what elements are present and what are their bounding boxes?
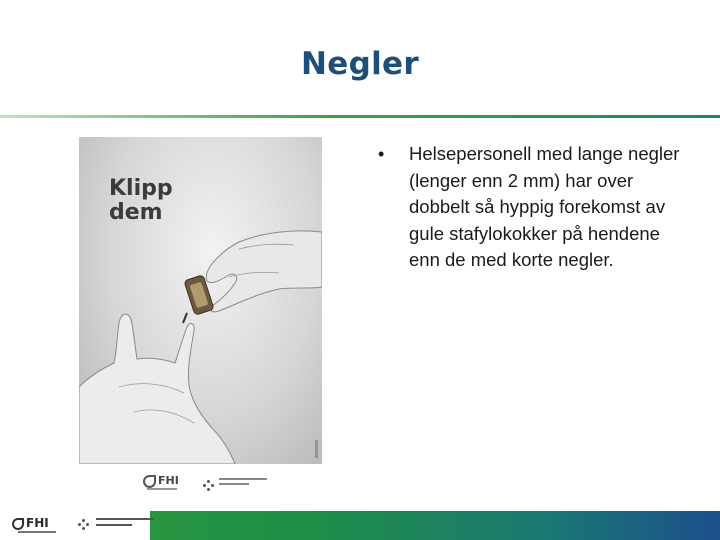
- poster-headline-line1: Klipp: [109, 176, 173, 201]
- title-divider: [0, 115, 720, 118]
- bullet-marker: •: [378, 144, 385, 164]
- poster-photo: [79, 137, 322, 464]
- bullet-item: Helsepersonell med lange negler (lenger enn 2 mm) har over dobbelt så hyppig forekomst av gule stafylokokker på hendene enn de med korte negler.: [409, 143, 680, 270]
- footer-nasjonal-text-lines: [96, 518, 154, 530]
- footer-fhi-logo: FHI: [12, 516, 49, 530]
- poster-fhi-subline: [147, 488, 177, 490]
- dots-icon: [203, 480, 215, 492]
- poster-nasjonal-text-lines: [219, 478, 267, 488]
- dots-icon: [78, 519, 90, 531]
- poster-footer: [79, 464, 322, 499]
- fhi-swirl-icon: [143, 475, 156, 488]
- slide-title: Negler: [301, 46, 419, 82]
- fhi-swirl-icon: [12, 518, 24, 530]
- poster-credit-line: [315, 440, 318, 458]
- poster-fhi-logo: FHI: [143, 474, 179, 488]
- poster-nasjonal-logo: [203, 477, 215, 495]
- hands-illustration: [79, 137, 322, 464]
- footer-nasjonal-logo: [78, 516, 90, 534]
- lower-hand: [79, 314, 235, 464]
- poster-headline-line2: dem: [109, 200, 163, 225]
- upper-hand: [206, 231, 322, 312]
- footer-fhi-subline: [18, 531, 56, 533]
- poster-image: [79, 137, 322, 499]
